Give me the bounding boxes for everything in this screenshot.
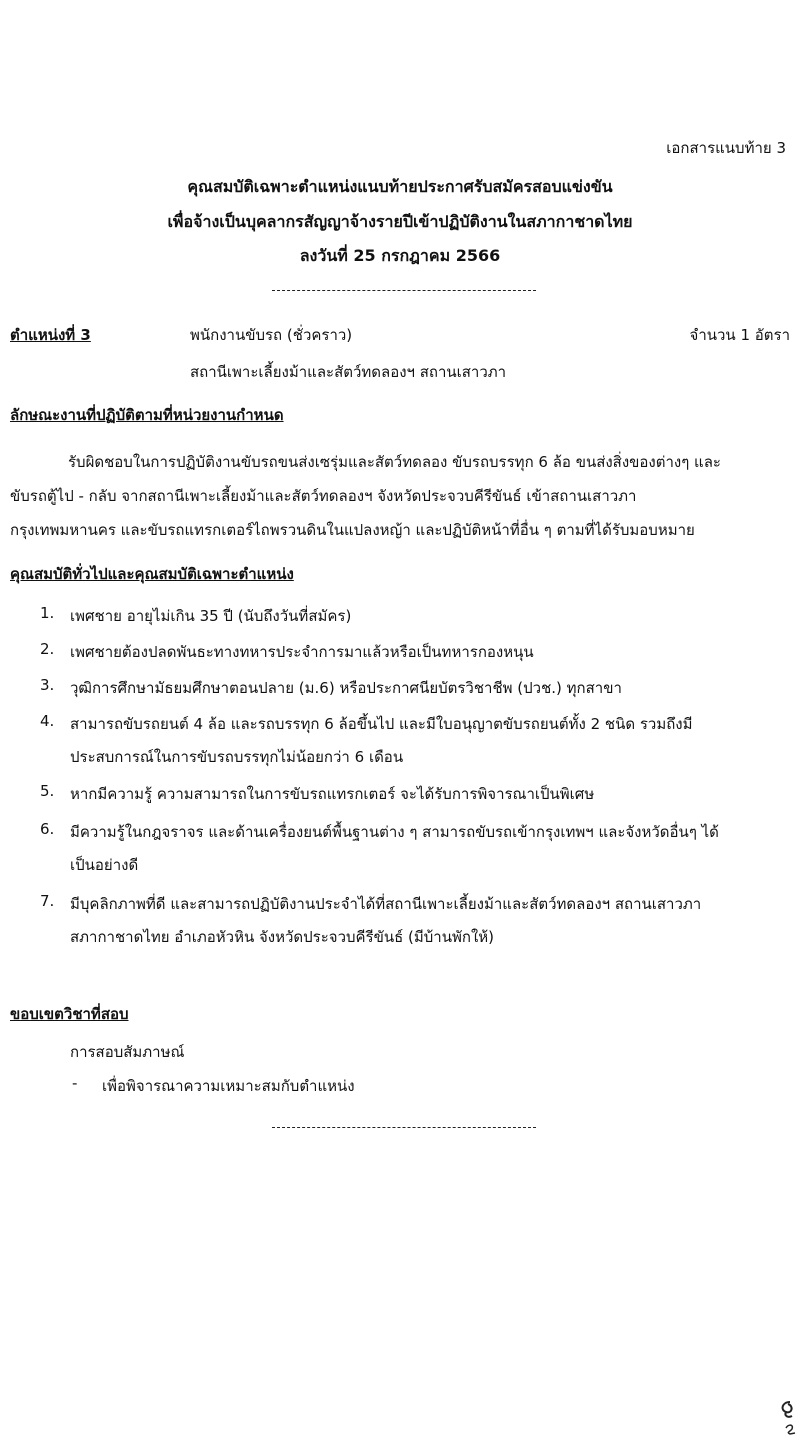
- duties-line-2: ขับรถตู้ไป - กลับ จากสถานีเพาะเลี้ยงม้าและสัตว์ทดลองฯ จังหวัดประจวบคีรีขันธ์ เข้าสถานเสาวภา: [10, 487, 637, 505]
- position-unit: สถานีเพาะเลี้ยงม้าและสัตว์ทดลองฯ สถานเสาวภา: [190, 363, 507, 381]
- exam-bullet: -: [72, 1074, 78, 1092]
- title-divider: [272, 290, 536, 291]
- qualification-number: 7.: [40, 892, 55, 910]
- position-count: จำนวน 1 อัตรา: [689, 326, 790, 344]
- qualification-number: 4.: [40, 712, 55, 730]
- qualification-text: สามารถขับรถยนต์ 4 ล้อ และรถบรรทุก 6 ล้อขึ้นไป และมีใบอนุญาตขับรถยนต์ทั้ง 2 ชนิด รวมถึงมี: [70, 715, 693, 733]
- qualification-number: 1.: [40, 604, 55, 622]
- duties-line-3: กรุงเทพมหานคร และขับรถแทรกเตอร์ไถพรวนดินในแปลงหญ้า และปฏิบัติหน้าที่อื่น ๆ ตามที่ได้รับมอบหมาย: [10, 521, 695, 539]
- qualifications-heading: คุณสมบัติทั่วไปและคุณสมบัติเฉพาะตำแหน่ง: [10, 565, 294, 583]
- qualification-text: เพศชาย อายุไม่เกิน 35 ปี (นับถึงวันที่สมัคร): [70, 607, 352, 625]
- qualification-text-continued: ประสบการณ์ในการขับรถบรรทุกไม่น้อยกว่า 6 เดือน: [70, 748, 404, 766]
- qualification-number: 6.: [40, 820, 55, 838]
- exam-method: การสอบสัมภาษณ์: [70, 1043, 185, 1061]
- qualification-text: วุฒิการศึกษามัธยมศึกษาตอนปลาย (ม.6) หรือประกาศนียบัตรวิชาชีพ (ปวช.) ทุกสาขา: [70, 679, 622, 697]
- exam-bullet-text: เพื่อพิจารณาความเหมาะสมกับตำแหน่ง: [102, 1077, 355, 1095]
- bottom-divider: [272, 1127, 536, 1128]
- qualification-text-continued: เป็นอย่างดี: [70, 856, 139, 874]
- attachment-label: เอกสารแนบท้าย 3: [666, 139, 786, 157]
- qualification-number: 2.: [40, 640, 55, 658]
- qualification-number: 5.: [40, 782, 55, 800]
- document-title-line-1: คุณสมบัติเฉพาะตำแหน่งแนบท้ายประกาศรับสมัครสอบแข่งขัน: [187, 177, 613, 196]
- qualification-text: มีบุคลิกภาพที่ดี และสามารถปฏิบัติงานประจำได้ที่สถานีเพาะเลี้ยงม้าและสัตว์ทดลองฯ สถานเสาวภา: [70, 895, 702, 913]
- document-title-line-2: เพื่อจ้างเป็นบุคลากรสัญญาจ้างรายปีเข้าปฏิบัติงานในสภากาชาดไทย: [167, 212, 633, 231]
- qualification-text: มีความรู้ในกฎจราจร และด้านเครื่องยนต์พื้นฐานต่าง ๆ สามารถขับรถเข้ากรุงเทพฯ และจังหวัดอื่นๆ ได้: [70, 823, 719, 841]
- handwritten-initials-icon: [768, 1398, 798, 1438]
- exam-heading: ขอบเขตวิชาที่สอบ: [10, 1005, 129, 1023]
- qualification-text-continued: สภากาชาดไทย อำเภอหัวหิน จังหวัดประจวบคีรีขันธ์ (มีบ้านพักให้): [70, 928, 495, 946]
- position-name: พนักงานขับรถ (ชั่วคราว): [190, 326, 353, 344]
- qualification-text: หากมีความรู้ ความสามารถในการขับรถแทรกเตอร์ จะได้รับการพิจารณาเป็นพิเศษ: [70, 785, 595, 803]
- qualification-number: 3.: [40, 676, 55, 694]
- document-date: ลงวันที่ 25 กรกฎาคม 2566: [299, 246, 501, 265]
- qualification-text: เพศชายต้องปลดพันธะทางทหารประจำการมาแล้วหรือเป็นทหารกองหนุน: [70, 643, 534, 661]
- duties-line-1: รับผิดชอบในการปฏิบัติงานขับรถขนส่งเซรุ่มและสัตว์ทดลอง ขับรถบรรทุก 6 ล้อ ขนส่งสิ่งของต่างๆ และ: [68, 453, 721, 471]
- position-label: ตำแหน่งที่ 3: [10, 326, 91, 344]
- duties-heading: ลักษณะงานที่ปฏิบัติตามที่หน่วยงานกำหนด: [10, 406, 284, 424]
